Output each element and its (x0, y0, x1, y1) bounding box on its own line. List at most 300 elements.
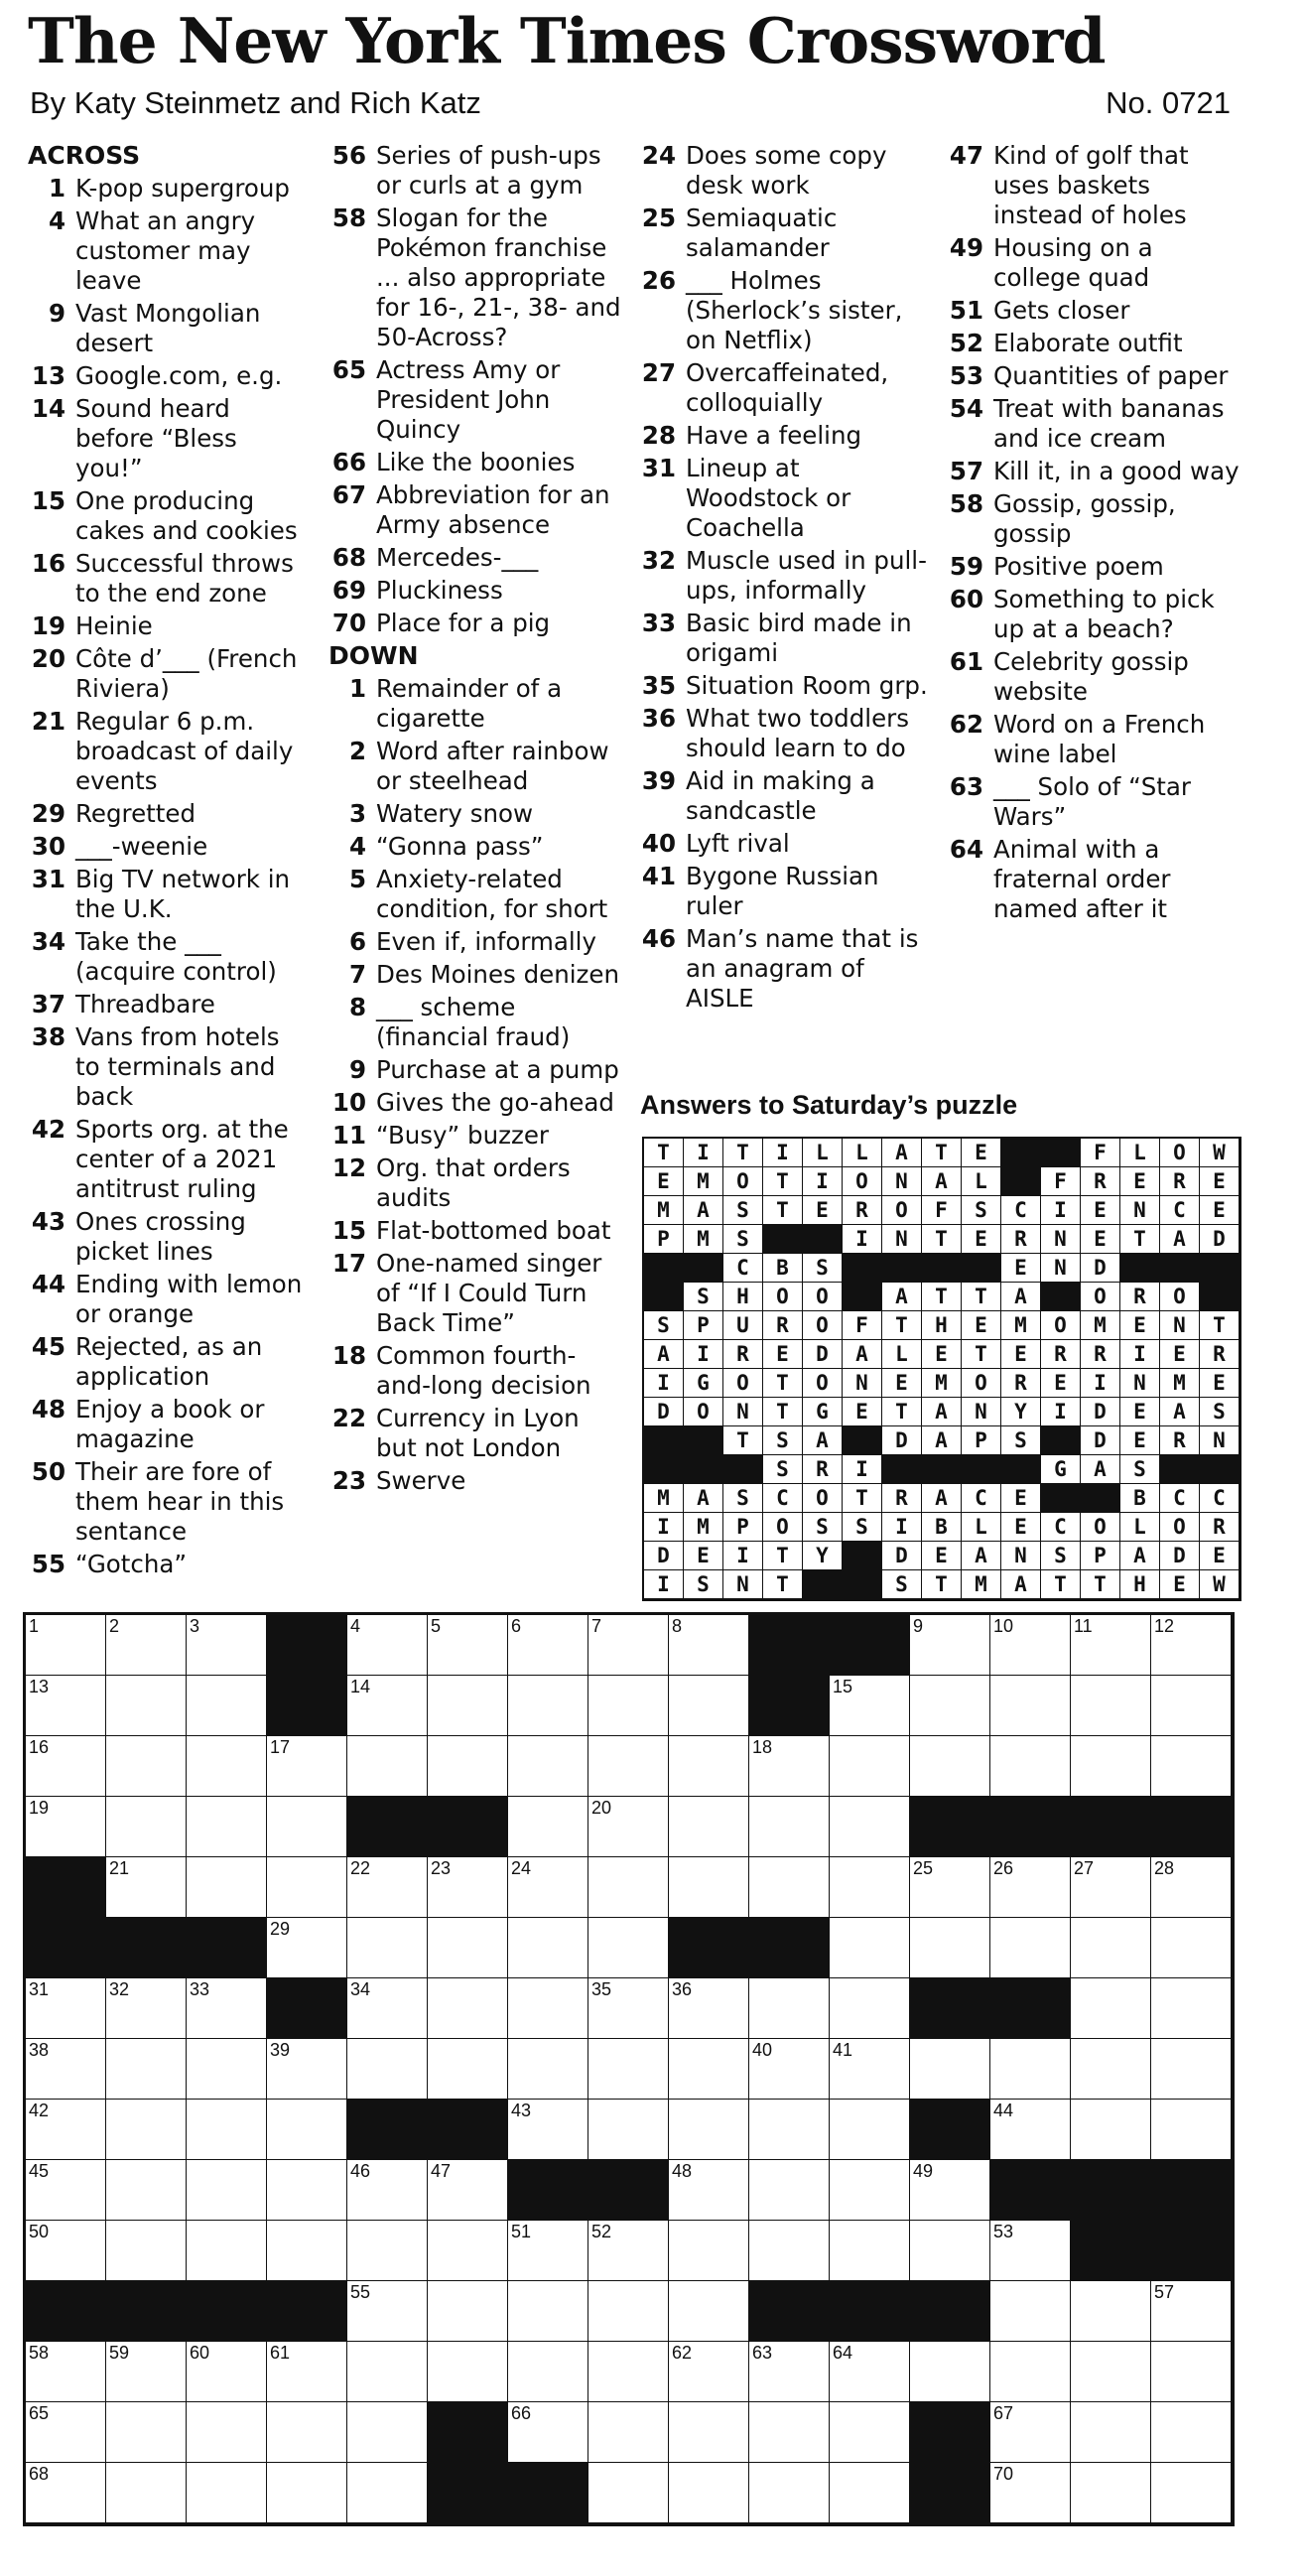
clue[interactable] (28, 927, 306, 987)
grid-cell[interactable] (1071, 2402, 1151, 2463)
grid-cell[interactable] (508, 2402, 588, 2463)
grid-cell[interactable] (1151, 2281, 1232, 2342)
grid-cell[interactable] (1071, 2100, 1151, 2160)
grid-cell[interactable] (990, 1676, 1071, 1736)
answer-letter: E (763, 1340, 803, 1369)
grid-cell[interactable] (669, 2221, 749, 2281)
grid-cell[interactable] (830, 2160, 910, 2221)
grid-cell[interactable] (26, 1676, 106, 1736)
clue[interactable] (328, 1121, 626, 1151)
clue[interactable] (946, 585, 1243, 644)
grid-cell[interactable] (1151, 1615, 1232, 1676)
grid-cell[interactable] (990, 2100, 1071, 2160)
grid-cell[interactable] (428, 2039, 508, 2100)
clue[interactable] (946, 361, 1243, 391)
grid-cell[interactable] (347, 2463, 428, 2523)
grid-cell[interactable] (830, 1797, 910, 1857)
clue[interactable] (946, 647, 1243, 707)
answer-letter: S (763, 1426, 803, 1455)
grid-cell[interactable] (830, 2463, 910, 2523)
cell-number: 12 (1154, 1616, 1175, 1636)
grid-cell[interactable] (830, 2342, 910, 2402)
grid-cell[interactable] (1071, 2463, 1151, 2523)
grid-cell[interactable] (588, 1857, 669, 1918)
grid-cell[interactable] (749, 2039, 830, 2100)
grid-cell[interactable] (830, 1857, 910, 1918)
clue[interactable] (638, 829, 936, 859)
grid-cell[interactable] (508, 1615, 588, 1676)
clue[interactable] (328, 141, 626, 201)
grid-cell[interactable] (1071, 1857, 1151, 1918)
clue[interactable] (28, 707, 306, 796)
clue[interactable] (28, 1332, 306, 1392)
clue[interactable] (946, 329, 1243, 358)
grid-cell[interactable] (428, 1978, 508, 2039)
grid-cell[interactable] (910, 1676, 990, 1736)
grid-cell[interactable] (990, 2342, 1071, 2402)
grid-cell[interactable] (428, 1857, 508, 1918)
grid-cell[interactable] (267, 2160, 347, 2221)
grid-cell[interactable] (990, 2463, 1071, 2523)
grid-cell[interactable] (588, 2342, 669, 2402)
grid-cell[interactable] (830, 2100, 910, 2160)
answer-letter: E (1081, 1225, 1120, 1254)
grid-cell[interactable] (508, 1857, 588, 1918)
clue[interactable] (28, 1115, 306, 1204)
answer-letter: R (1160, 1167, 1200, 1196)
grid-cell[interactable] (830, 1676, 910, 1736)
clue[interactable] (28, 206, 306, 296)
clue[interactable] (328, 1249, 626, 1338)
clue-text: ___ scheme (financial fraud) (376, 993, 571, 1051)
clue[interactable] (28, 1457, 306, 1547)
crossword-grid[interactable] (23, 1612, 1235, 2526)
answer-black-square (1001, 1167, 1041, 1196)
answer-black-square (684, 1426, 723, 1455)
grid-cell[interactable] (1071, 2281, 1151, 2342)
grid-cell[interactable] (267, 2039, 347, 2100)
grid-cell[interactable] (588, 1615, 669, 1676)
grid-cell[interactable] (267, 1797, 347, 1857)
clue-text: Purchase at a pump (376, 1055, 619, 1084)
cell-number: 19 (29, 1798, 50, 1818)
grid-cell[interactable] (106, 2342, 187, 2402)
clue[interactable] (28, 990, 306, 1019)
grid-cell[interactable] (26, 2402, 106, 2463)
grid-cell[interactable] (1151, 2100, 1232, 2160)
clue[interactable] (28, 1022, 306, 1112)
grid-cell[interactable] (1071, 1918, 1151, 1978)
grid-cell[interactable] (990, 2221, 1071, 2281)
grid-cell[interactable] (588, 2039, 669, 2100)
clue[interactable] (28, 299, 306, 358)
grid-cell[interactable] (749, 1736, 830, 1797)
grid-cell[interactable] (588, 2221, 669, 2281)
answer-black-square (684, 1455, 723, 1484)
grid-cell[interactable] (106, 1676, 187, 1736)
grid-cell[interactable] (428, 2281, 508, 2342)
grid-cell[interactable] (106, 1978, 187, 2039)
clue[interactable] (638, 704, 936, 763)
grid-cell[interactable] (187, 1978, 267, 2039)
clue[interactable] (28, 1270, 306, 1329)
grid-cell[interactable] (1151, 1857, 1232, 1918)
grid-cell[interactable] (749, 1797, 830, 1857)
answer-black-square (1001, 1139, 1041, 1167)
grid-cell[interactable] (347, 2160, 428, 2221)
clue[interactable] (946, 394, 1243, 454)
clue[interactable] (328, 448, 626, 477)
grid-cell[interactable] (428, 1615, 508, 1676)
clue[interactable] (328, 1153, 626, 1213)
grid-cell[interactable] (749, 2342, 830, 2402)
grid-cell[interactable] (1071, 2342, 1151, 2402)
clue[interactable] (328, 737, 626, 796)
answer-letter: I (644, 1570, 684, 1599)
clue[interactable] (946, 233, 1243, 293)
grid-cell[interactable] (428, 2342, 508, 2402)
clue[interactable] (946, 552, 1243, 582)
grid-cell[interactable] (428, 1676, 508, 1736)
grid-cell[interactable] (267, 1918, 347, 1978)
clue[interactable] (328, 799, 626, 829)
grid-cell[interactable] (106, 1736, 187, 1797)
answer-letter: S (803, 1254, 843, 1283)
grid-cell[interactable] (187, 2342, 267, 2402)
grid-cell[interactable] (347, 2221, 428, 2281)
grid-cell[interactable] (1151, 2342, 1232, 2402)
grid-cell[interactable] (26, 1615, 106, 1676)
clue[interactable] (328, 480, 626, 540)
grid-cell[interactable] (1151, 2402, 1232, 2463)
grid-cell[interactable] (1151, 1736, 1232, 1797)
grid-cell[interactable] (106, 2100, 187, 2160)
grid-cell[interactable] (588, 2281, 669, 2342)
black-square (26, 1857, 106, 1918)
answer-letter: S (1041, 1542, 1081, 1570)
black-square (106, 2281, 187, 2342)
grid-cell[interactable] (187, 2100, 267, 2160)
cell-number: 52 (591, 2222, 612, 2241)
grid-cell[interactable] (1151, 1978, 1232, 2039)
grid-cell[interactable] (428, 2221, 508, 2281)
grid-cell[interactable] (749, 2160, 830, 2221)
answer-letter: I (843, 1455, 882, 1484)
cell-number: 23 (431, 1858, 452, 1878)
grid-cell[interactable] (187, 1857, 267, 1918)
grid-cell[interactable] (347, 1978, 428, 2039)
grid-cell[interactable] (187, 2221, 267, 2281)
clue-number: 20 (31, 644, 65, 673)
grid-cell[interactable] (508, 1736, 588, 1797)
grid-cell[interactable] (347, 2039, 428, 2100)
grid-cell[interactable] (1071, 1676, 1151, 1736)
grid-cell[interactable] (749, 1978, 830, 2039)
answer-letter: E (1081, 1196, 1120, 1225)
grid-cell[interactable] (990, 1918, 1071, 1978)
clue[interactable] (946, 489, 1243, 549)
grid-cell[interactable] (26, 2100, 106, 2160)
grid-cell[interactable] (347, 1918, 428, 1978)
grid-cell[interactable] (508, 1797, 588, 1857)
answer-black-square (962, 1455, 1001, 1484)
clue[interactable] (638, 924, 936, 1014)
grid-cell[interactable] (1151, 2463, 1232, 2523)
grid-cell[interactable] (347, 1857, 428, 1918)
grid-cell[interactable] (26, 2342, 106, 2402)
grid-cell[interactable] (106, 2039, 187, 2100)
grid-cell[interactable] (428, 1736, 508, 1797)
cell-number: 48 (672, 2161, 693, 2181)
grid-cell[interactable] (187, 2402, 267, 2463)
clue[interactable] (638, 671, 936, 701)
grid-cell[interactable] (910, 2342, 990, 2402)
grid-cell[interactable] (347, 1736, 428, 1797)
clue[interactable] (28, 799, 306, 829)
grid-cell[interactable] (669, 2342, 749, 2402)
grid-cell[interactable] (26, 2221, 106, 2281)
clue[interactable] (328, 1341, 626, 1401)
clue[interactable] (328, 927, 626, 957)
grid-cell[interactable] (990, 1615, 1071, 1676)
clue[interactable] (328, 1216, 626, 1246)
grid-cell[interactable] (508, 2221, 588, 2281)
grid-cell[interactable] (749, 1857, 830, 1918)
grid-cell[interactable] (669, 2463, 749, 2523)
answer-letter: A (1001, 1283, 1041, 1311)
clue[interactable] (638, 546, 936, 606)
grid-cell[interactable] (267, 2221, 347, 2281)
clue[interactable] (638, 862, 936, 921)
grid-cell[interactable] (830, 2221, 910, 2281)
grid-cell[interactable] (588, 2463, 669, 2523)
grid-cell[interactable] (1071, 2039, 1151, 2100)
grid-cell[interactable] (26, 2039, 106, 2100)
grid-cell[interactable] (508, 2039, 588, 2100)
grid-cell[interactable] (106, 1615, 187, 1676)
clue[interactable] (328, 832, 626, 862)
clue[interactable] (946, 457, 1243, 486)
grid-cell[interactable] (26, 1797, 106, 1857)
grid-cell[interactable] (187, 2160, 267, 2221)
grid-cell[interactable] (990, 1857, 1071, 1918)
grid-cell[interactable] (508, 1676, 588, 1736)
clue[interactable] (28, 832, 306, 862)
grid-cell[interactable] (669, 1615, 749, 1676)
grid-cell[interactable] (347, 1615, 428, 1676)
grid-cell[interactable] (830, 2039, 910, 2100)
grid-cell[interactable] (267, 2342, 347, 2402)
grid-cell[interactable] (347, 2402, 428, 2463)
grid-cell[interactable] (910, 1615, 990, 1676)
clue[interactable] (328, 355, 626, 445)
grid-cell[interactable] (267, 2463, 347, 2523)
grid-cell[interactable] (910, 2039, 990, 2100)
answer-letter: R (1001, 1225, 1041, 1254)
clue[interactable] (328, 1088, 626, 1118)
grid-cell[interactable] (1151, 1676, 1232, 1736)
grid-cell[interactable] (910, 1736, 990, 1797)
clue[interactable] (946, 710, 1243, 769)
grid-cell[interactable] (830, 2402, 910, 2463)
cell-number: 28 (1154, 1858, 1175, 1878)
grid-cell[interactable] (26, 1736, 106, 1797)
grid-cell[interactable] (187, 1797, 267, 1857)
grid-cell[interactable] (26, 2160, 106, 2221)
clue-text: Word on a French wine label (993, 710, 1206, 768)
grid-cell[interactable] (588, 1676, 669, 1736)
answer-letter: C (1041, 1513, 1081, 1542)
grid-cell[interactable] (830, 1978, 910, 2039)
answer-letter: R (1041, 1340, 1081, 1369)
black-square (830, 2281, 910, 2342)
clue[interactable] (28, 486, 306, 546)
grid-cell[interactable] (508, 2342, 588, 2402)
clue[interactable] (328, 203, 626, 352)
clue[interactable] (638, 358, 936, 418)
grid-cell[interactable] (1151, 1918, 1232, 1978)
clue-number: 7 (348, 960, 366, 989)
grid-cell[interactable] (267, 1857, 347, 1918)
grid-cell[interactable] (106, 2402, 187, 2463)
grid-cell[interactable] (749, 2221, 830, 2281)
grid-cell[interactable] (830, 1736, 910, 1797)
grid-cell[interactable] (1071, 1615, 1151, 1676)
grid-cell[interactable] (508, 2100, 588, 2160)
clue[interactable] (28, 361, 306, 391)
clue[interactable] (328, 674, 626, 734)
clue[interactable] (638, 421, 936, 451)
clue[interactable] (328, 993, 626, 1052)
clue[interactable] (638, 141, 936, 201)
grid-cell[interactable] (508, 1918, 588, 1978)
grid-cell[interactable] (669, 2281, 749, 2342)
grid-cell[interactable] (588, 1978, 669, 2039)
grid-cell[interactable] (669, 1857, 749, 1918)
clue[interactable] (328, 1466, 626, 1496)
grid-cell[interactable] (990, 2039, 1071, 2100)
grid-cell[interactable] (508, 1978, 588, 2039)
grid-cell[interactable] (588, 1797, 669, 1857)
grid-cell[interactable] (106, 2463, 187, 2523)
grid-cell[interactable] (267, 1736, 347, 1797)
grid-cell[interactable] (267, 2402, 347, 2463)
grid-cell[interactable] (910, 1918, 990, 1978)
clue[interactable] (28, 174, 306, 203)
clue[interactable] (328, 1404, 626, 1463)
clue[interactable] (946, 296, 1243, 326)
grid-cell[interactable] (106, 1857, 187, 1918)
grid-cell[interactable] (830, 1918, 910, 1978)
grid-cell[interactable] (428, 1918, 508, 1978)
clue[interactable] (28, 394, 306, 483)
grid-cell[interactable] (669, 2160, 749, 2221)
grid-cell[interactable] (910, 1857, 990, 1918)
grid-cell[interactable] (669, 1676, 749, 1736)
grid-cell[interactable] (669, 1797, 749, 1857)
clue[interactable] (328, 865, 626, 924)
clue[interactable] (638, 266, 936, 355)
clue[interactable] (328, 543, 626, 573)
grid-cell[interactable] (669, 2402, 749, 2463)
grid-cell[interactable] (669, 2100, 749, 2160)
grid-cell[interactable] (347, 1676, 428, 1736)
grid-cell[interactable] (669, 1736, 749, 1797)
grid-cell[interactable] (749, 2100, 830, 2160)
clue[interactable] (28, 1207, 306, 1267)
black-square (1071, 2221, 1151, 2281)
grid-cell[interactable] (669, 1978, 749, 2039)
grid-cell[interactable] (910, 2160, 990, 2221)
clue[interactable] (946, 141, 1243, 230)
grid-cell[interactable] (990, 2281, 1071, 2342)
grid-cell[interactable] (106, 2221, 187, 2281)
clue[interactable] (638, 609, 936, 668)
grid-cell[interactable] (588, 2402, 669, 2463)
grid-cell[interactable] (669, 2039, 749, 2100)
grid-cell[interactable] (347, 2281, 428, 2342)
grid-cell[interactable] (187, 2039, 267, 2100)
grid-cell[interactable] (106, 1797, 187, 1857)
grid-cell[interactable] (588, 1736, 669, 1797)
clue-number: 2 (348, 737, 366, 765)
grid-cell[interactable] (588, 2100, 669, 2160)
clue[interactable] (328, 1055, 626, 1085)
clue[interactable] (28, 865, 306, 924)
grid-cell[interactable] (187, 1676, 267, 1736)
grid-cell[interactable] (26, 2463, 106, 2523)
clue[interactable] (28, 611, 306, 641)
grid-cell[interactable] (910, 2221, 990, 2281)
clue-text: “Gotcha” (75, 1550, 188, 1578)
grid-cell[interactable] (990, 1736, 1071, 1797)
clue[interactable] (28, 644, 306, 704)
grid-cell[interactable] (508, 2281, 588, 2342)
clue[interactable] (946, 772, 1243, 832)
clue[interactable] (638, 454, 936, 543)
clue[interactable] (328, 960, 626, 990)
grid-cell[interactable] (1071, 1978, 1151, 2039)
grid-cell[interactable] (428, 2160, 508, 2221)
grid-cell[interactable] (187, 2463, 267, 2523)
clue[interactable] (638, 203, 936, 263)
grid-cell[interactable] (990, 2402, 1071, 2463)
grid-cell[interactable] (187, 1615, 267, 1676)
clue-number: 48 (31, 1395, 65, 1424)
grid-cell[interactable] (106, 2160, 187, 2221)
cell-number: 41 (833, 2040, 853, 2060)
grid-cell[interactable] (1151, 2039, 1232, 2100)
clue[interactable] (328, 576, 626, 606)
clue[interactable] (946, 835, 1243, 924)
answer-letter: F (922, 1196, 962, 1225)
grid-cell[interactable] (749, 2402, 830, 2463)
clue[interactable] (28, 1550, 306, 1579)
clue[interactable] (638, 766, 936, 826)
grid-cell[interactable] (1071, 1736, 1151, 1797)
clue[interactable] (28, 549, 306, 609)
clue[interactable] (328, 609, 626, 638)
clue[interactable] (28, 1395, 306, 1454)
grid-cell[interactable] (749, 2463, 830, 2523)
grid-cell[interactable] (187, 1736, 267, 1797)
grid-cell[interactable] (347, 2342, 428, 2402)
grid-cell[interactable] (26, 1978, 106, 2039)
answer-letter: E (1200, 1542, 1240, 1570)
grid-cell[interactable] (588, 1918, 669, 1978)
grid-cell[interactable] (267, 2100, 347, 2160)
clue-text: Rejected, as an application (75, 1332, 263, 1391)
